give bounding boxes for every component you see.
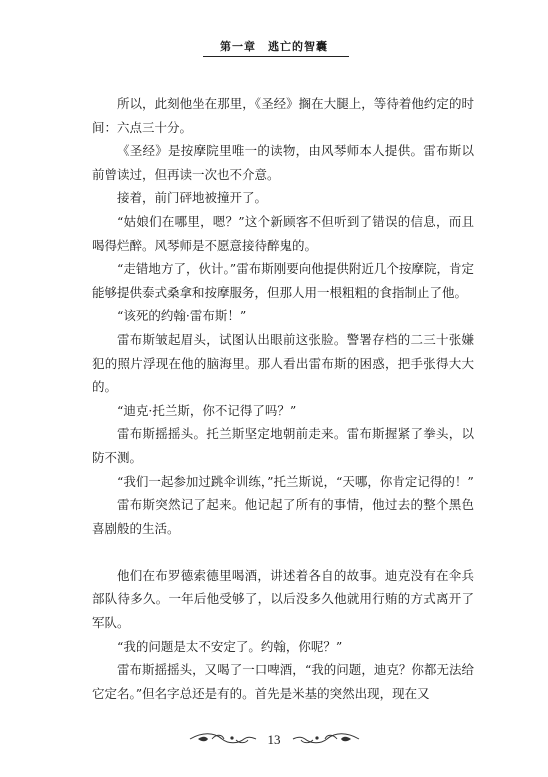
page-number: 13 [267, 731, 281, 747]
left-flourish-ornament-icon [188, 731, 258, 747]
paragraph: “我们一起参加过跳伞训练，”托兰斯说，“天哪，你肯定记得的！” [117, 473, 474, 489]
running-head-chapter-title: 第一章 逃亡的智囊 [220, 40, 328, 53]
paragraph: 雷布斯皱起眉头，试图认出眼前这张脸。警署存档的二三十张嫌犯的照片浮现在他的脑海里。那人看出雷布斯的困惑，把手张得大大的。 [92, 331, 474, 395]
header-rule [203, 56, 349, 57]
paragraph: 《圣经》是按摩院里唯一的读物，由风琴师本人提供。雷布斯以前曾读过，但再读一次也不介意。 [92, 143, 474, 182]
paragraph: “我的问题是太不安定了。约翰，你呢？” [117, 638, 343, 654]
paragraph: 雷布斯摇摇头。托兰斯坚定地朝前走来。雷布斯握紧了拳头，以防不测。 [92, 426, 474, 465]
right-flourish-ornament-icon [291, 731, 361, 747]
page-footer [0, 727, 548, 751]
paragraph: “该死的约翰·雷布斯！” [117, 308, 247, 324]
paragraph: 他们在布罗德索德里喝酒，讲述着各自的故事。迪克没有在伞兵部队待多久。一年后他受够了，以后没多久他就用行贿的方式离开了军队。 [92, 567, 474, 631]
paragraph: 雷布斯突然记了起来。他记起了所有的事情，他过去的整个黑色喜剧般的生活。 [92, 497, 474, 536]
paragraph: “迪克·托兰斯，你不记得了吗？” [117, 402, 297, 418]
paragraph: “姑娘们在哪里，嗯？”这个新顾客不但听到了错误的信息，而且喝得烂醉。风琴师是不愿意接待醉鬼的。 [92, 213, 474, 253]
paragraph: “走错地方了，伙计。”雷布斯刚要向他提供附近几个按摩院，肯定能够提供泰式桑拿和按摩服务，但那人用一根粗粗的食指制止了他。 [92, 261, 474, 300]
paragraph: 接着，前门砰地被撞开了。 [117, 190, 268, 206]
paragraph: 所以，此刻他坐在那里，《圣经》搁在大腿上，等待着他约定的时间：六点三十分。 [92, 96, 474, 135]
body-text [92, 92, 474, 705]
paragraph: 雷布斯摇摇头，又喝了一口啤酒，“我的问题，迪克？你都无法给它定名。”但名字总还是有的。首先是米基的突然出现，现在又 [92, 662, 474, 701]
